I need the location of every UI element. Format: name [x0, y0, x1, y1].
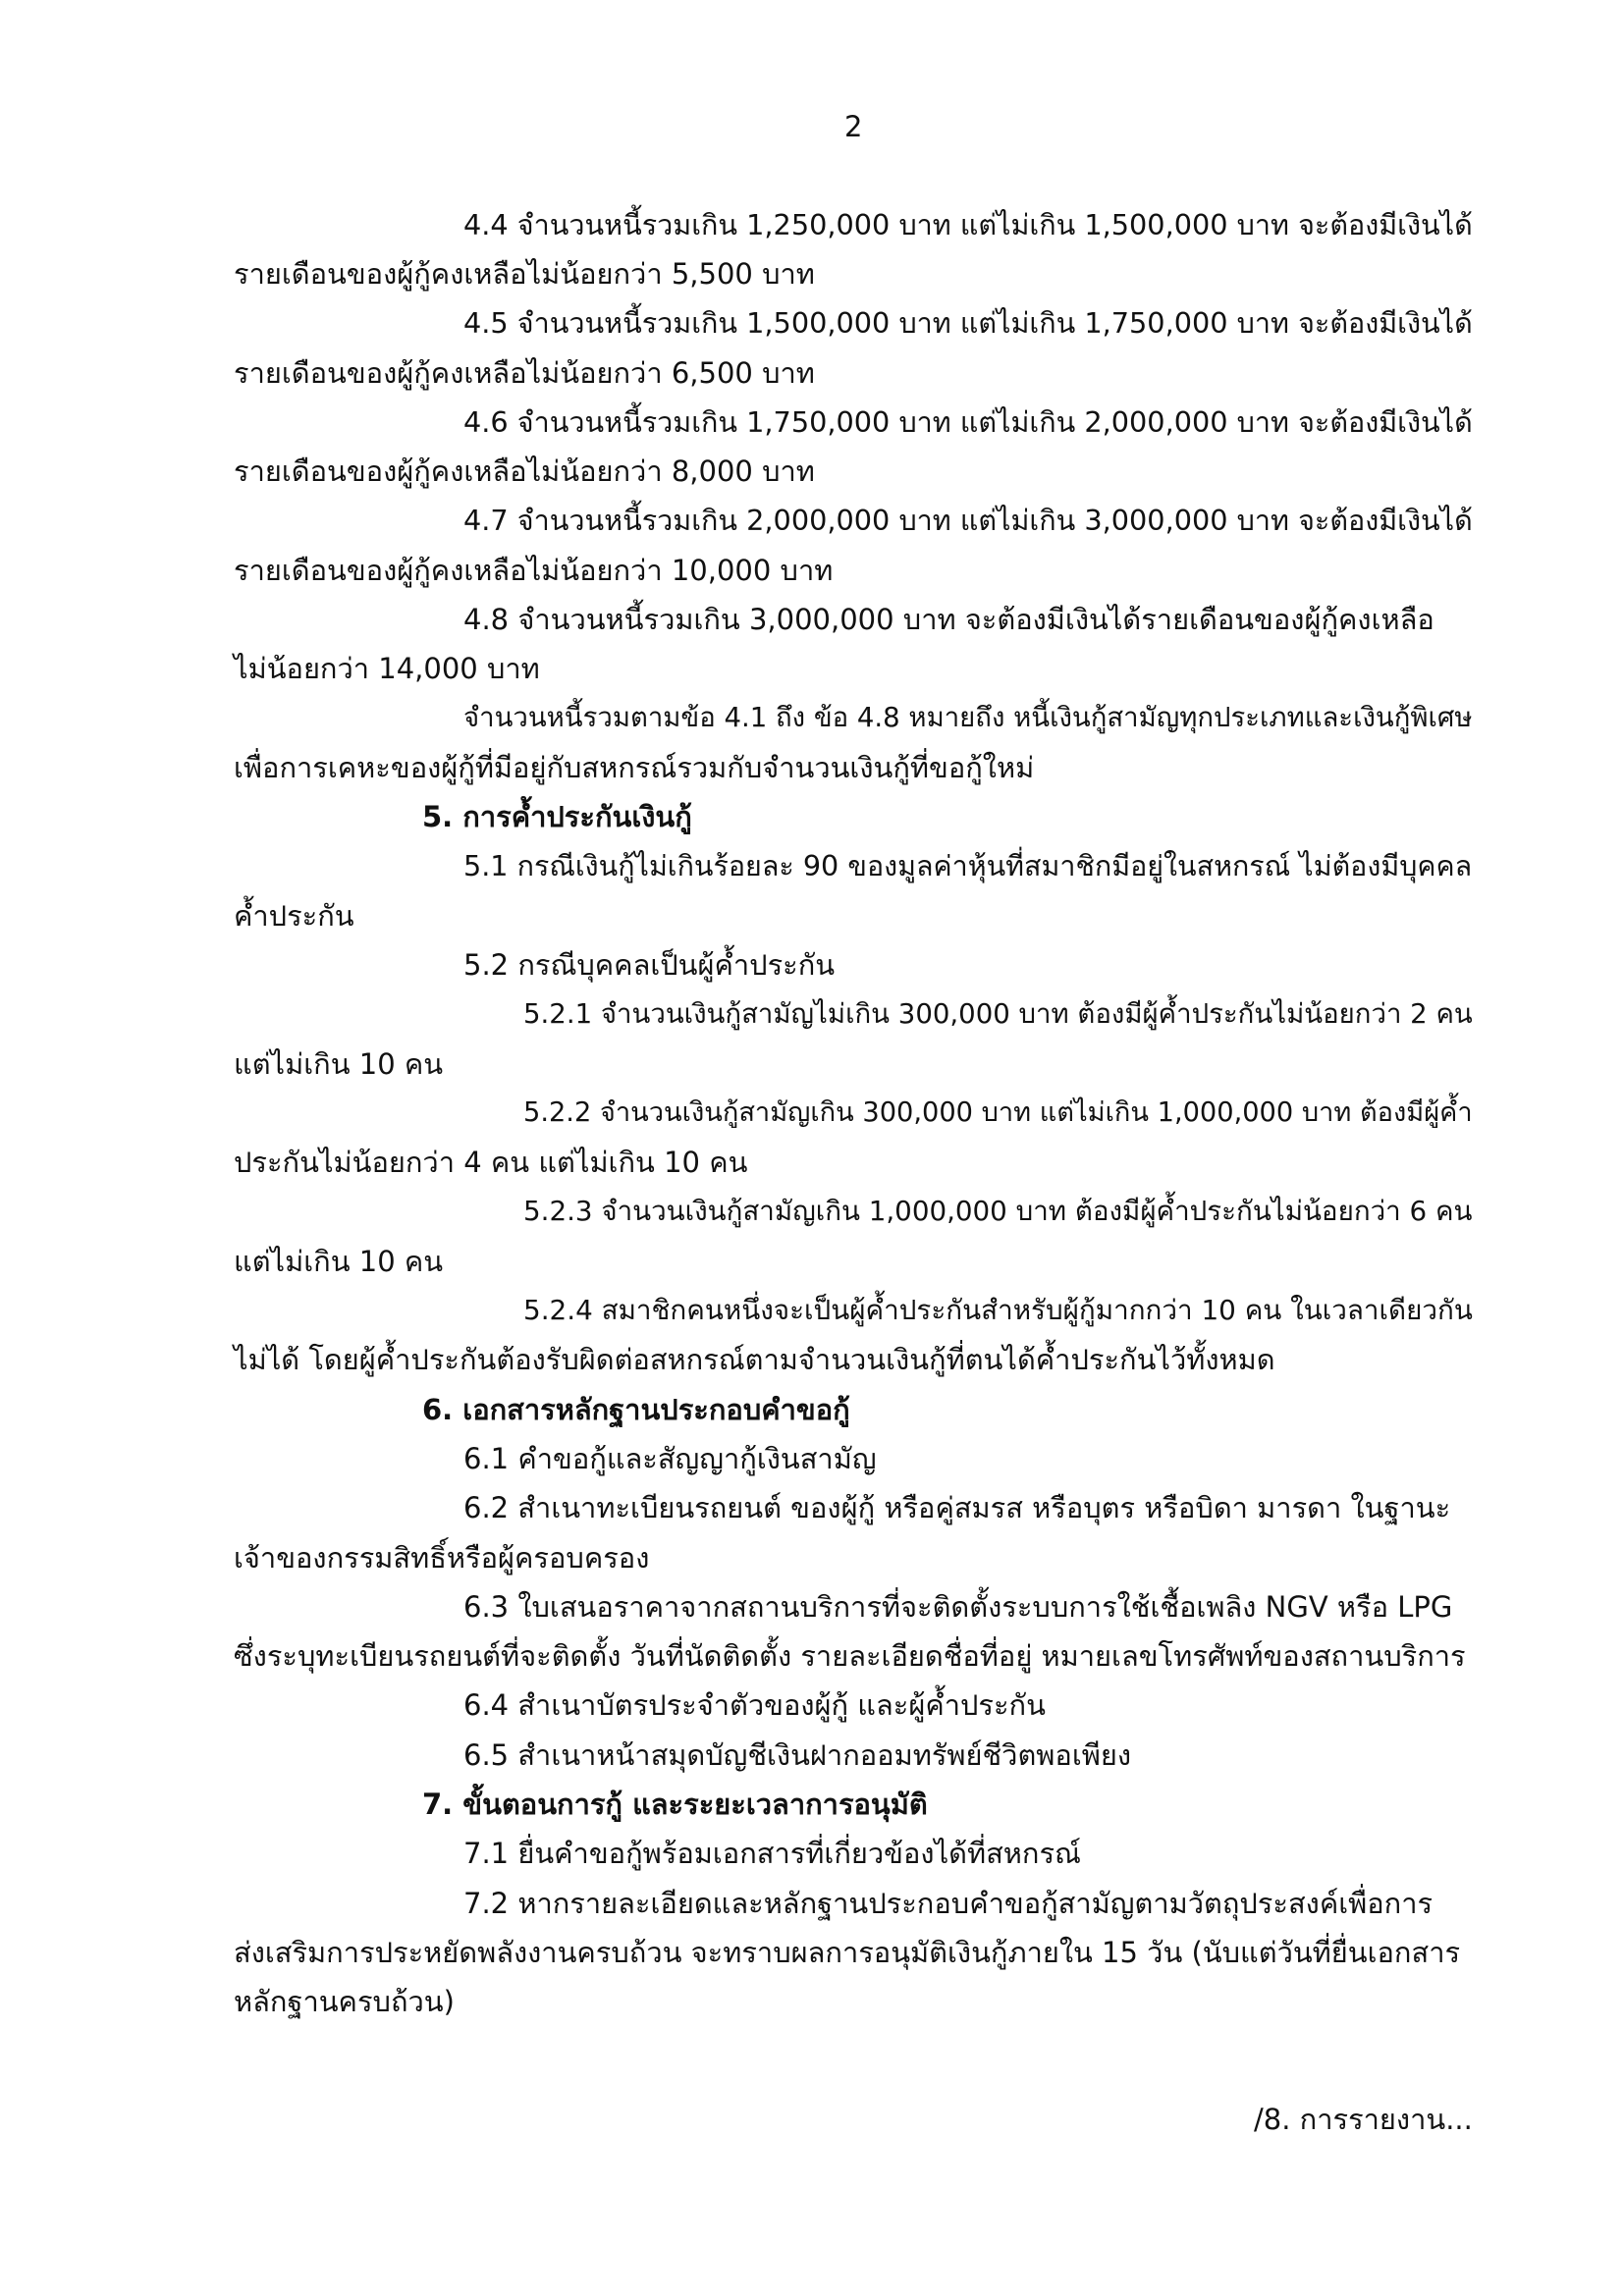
- text-line: 5.2 กรณีบุคคลเป็นผู้ค้ำประกัน: [463, 948, 836, 982]
- section-heading: 5. การค้ำประกันเงินกู้: [422, 800, 692, 833]
- text-line: เจ้าของกรรมสิทธิ์หรือผู้ครอบครอง: [234, 1541, 650, 1575]
- text-line: 7.2 หากรายละเอียดและหลักฐานประกอบคำขอกู้สามัญตามวัตถุประสงค์เพื่อการ: [463, 1887, 1434, 1920]
- text-line: 4.8 จำนวนหนี้รวมเกิน 3,000,000 บาท จะต้องมีเงินได้รายเดือนของผู้กู้คงเหลือ: [463, 603, 1434, 636]
- text-line: 5.2.2 จำนวนเงินกู้สามัญเกิน 300,000 บาท แต่ไม่เกิน 1,000,000 บาท ต้องมีผู้ค้ำ: [523, 1097, 1473, 1128]
- text-line: ไม่น้อยกว่า 14,000 บาท: [234, 652, 540, 685]
- text-line: 5.2.3 จำนวนเงินกู้สามัญเกิน 1,000,000 บาท ต้องมีผู้ค้ำประกันไม่น้อยกว่า 6 คน: [523, 1195, 1473, 1227]
- text-line: 4.4 จำนวนหนี้รวมเกิน 1,250,000 บาท แต่ไม่เกิน 1,500,000 บาท จะต้องมีเงินได้: [463, 208, 1473, 241]
- text-line: 5.2.1 จำนวนเงินกู้สามัญไม่เกิน 300,000 บาท ต้องมีผู้ค้ำประกันไม่น้อยกว่า 2 คน: [523, 997, 1473, 1030]
- text-line: รายเดือนของผู้กู้คงเหลือไม่น้อยกว่า 8,000 บาท: [234, 454, 815, 488]
- text-line: 6.3 ใบเสนอราคาจากสถานบริการที่จะติดตั้งระบบการใช้เชื้อเพลิง NGV หรือ LPG: [463, 1590, 1453, 1624]
- text-line: รายเดือนของผู้กู้คงเหลือไม่น้อยกว่า 6,500 บาท: [234, 356, 815, 390]
- text-line: แต่ไม่เกิน 10 คน: [234, 1245, 444, 1278]
- text-line: 6.1 คำขอกู้และสัญญากู้เงินสามัญ: [463, 1442, 877, 1475]
- text-line: ซึ่งระบุทะเบียนรถยนต์ที่จะติดตั้ง วันที่นัดติดตั้ง รายละเอียดชื่อที่อยู่ หมายเลขโทรศัพท์ของสถานบริการ: [234, 1639, 1466, 1673]
- text-line: รายเดือนของผู้กู้คงเหลือไม่น้อยกว่า 5,500 บาท: [234, 257, 815, 291]
- text-line: 7.1 ยื่นคำขอกู้พร้อมเอกสารที่เกี่ยวข้องได้ที่สหกรณ์: [463, 1837, 1081, 1870]
- text-line: 4.6 จำนวนหนี้รวมเกิน 1,750,000 บาท แต่ไม่เกิน 2,000,000 บาท จะต้องมีเงินได้: [463, 405, 1473, 439]
- section-heading: 6. เอกสารหลักฐานประกอบคำขอกู้: [422, 1393, 850, 1426]
- text-line: 6.5 สำเนาหน้าสมุดบัญชีเงินฝากออมทรัพย์ชีวิตพอเพียง: [463, 1738, 1132, 1772]
- text-line: รายเดือนของผู้กู้คงเหลือไม่น้อยกว่า 10,000 บาท: [234, 554, 834, 587]
- page-number: 2: [844, 110, 863, 143]
- text-line: เพื่อการเคหะของผู้กู้ที่มีอยู่กับสหกรณ์รวมกับจำนวนเงินกู้ที่ขอกู้ใหม่: [234, 751, 1035, 784]
- text-line: 6.4 สำเนาบัตรประจำตัวของผู้กู้ และผู้ค้ำประกัน: [463, 1688, 1046, 1722]
- text-line: 5.1 กรณีเงินกู้ไม่เกินร้อยละ 90 ของมูลค่าหุ้นที่สมาชิกมีอยู่ในสหกรณ์ ไม่ต้องมีบุคคล: [463, 849, 1473, 882]
- text-line: 4.7 จำนวนหนี้รวมเกิน 2,000,000 บาท แต่ไม่เกิน 3,000,000 บาท จะต้องมีเงินได้: [463, 504, 1473, 537]
- text-line: ค้ำประกัน: [234, 899, 354, 933]
- text-line: 4.5 จำนวนหนี้รวมเกิน 1,500,000 บาท แต่ไม่เกิน 1,750,000 บาท จะต้องมีเงินได้: [463, 306, 1473, 340]
- text-line: แต่ไม่เกิน 10 คน: [234, 1047, 444, 1081]
- text-line: ประกันไม่น้อยกว่า 4 คน แต่ไม่เกิน 10 คน: [234, 1146, 748, 1179]
- text-line: ส่งเสริมการประหยัดพลังงานครบถ้วน จะทราบผลการอนุมัติเงินกู้ภายใน 15 วัน (นับแต่วันที่ยื่นเอกสาร: [234, 1936, 1461, 1969]
- text-line: จำนวนหนี้รวมตามข้อ 4.1 ถึง ข้อ 4.8 หมายถึง หนี้เงินกู้สามัญทุกประเภทและเงินกู้พิเศษ: [463, 702, 1473, 733]
- continuation-marker: /8. การรายงาน...: [1254, 2103, 1473, 2136]
- section-heading: 7. ขั้นตอนการกู้ และระยะเวลาการอนุมัติ: [422, 1788, 928, 1821]
- text-line: 5.2.4 สมาชิกคนหนึ่งจะเป็นผู้ค้ำประกันสำหรับผู้กู้มากกว่า 10 คน ในเวลาเดียวกัน: [523, 1294, 1473, 1326]
- text-line: ไม่ได้ โดยผู้ค้ำประกันต้องรับผิดต่อสหกรณ์ตามจำนวนเงินกู้ที่ตนได้ค้ำประกันไว้ทั้งหมด: [234, 1343, 1275, 1376]
- text-line: หลักฐานครบถ้วน): [234, 1985, 455, 2018]
- text-line: 6.2 สำเนาทะเบียนรถยนต์ ของผู้กู้ หรือคู่สมรส หรือบุตร หรือบิดา มารดา ในฐานะ: [463, 1491, 1451, 1524]
